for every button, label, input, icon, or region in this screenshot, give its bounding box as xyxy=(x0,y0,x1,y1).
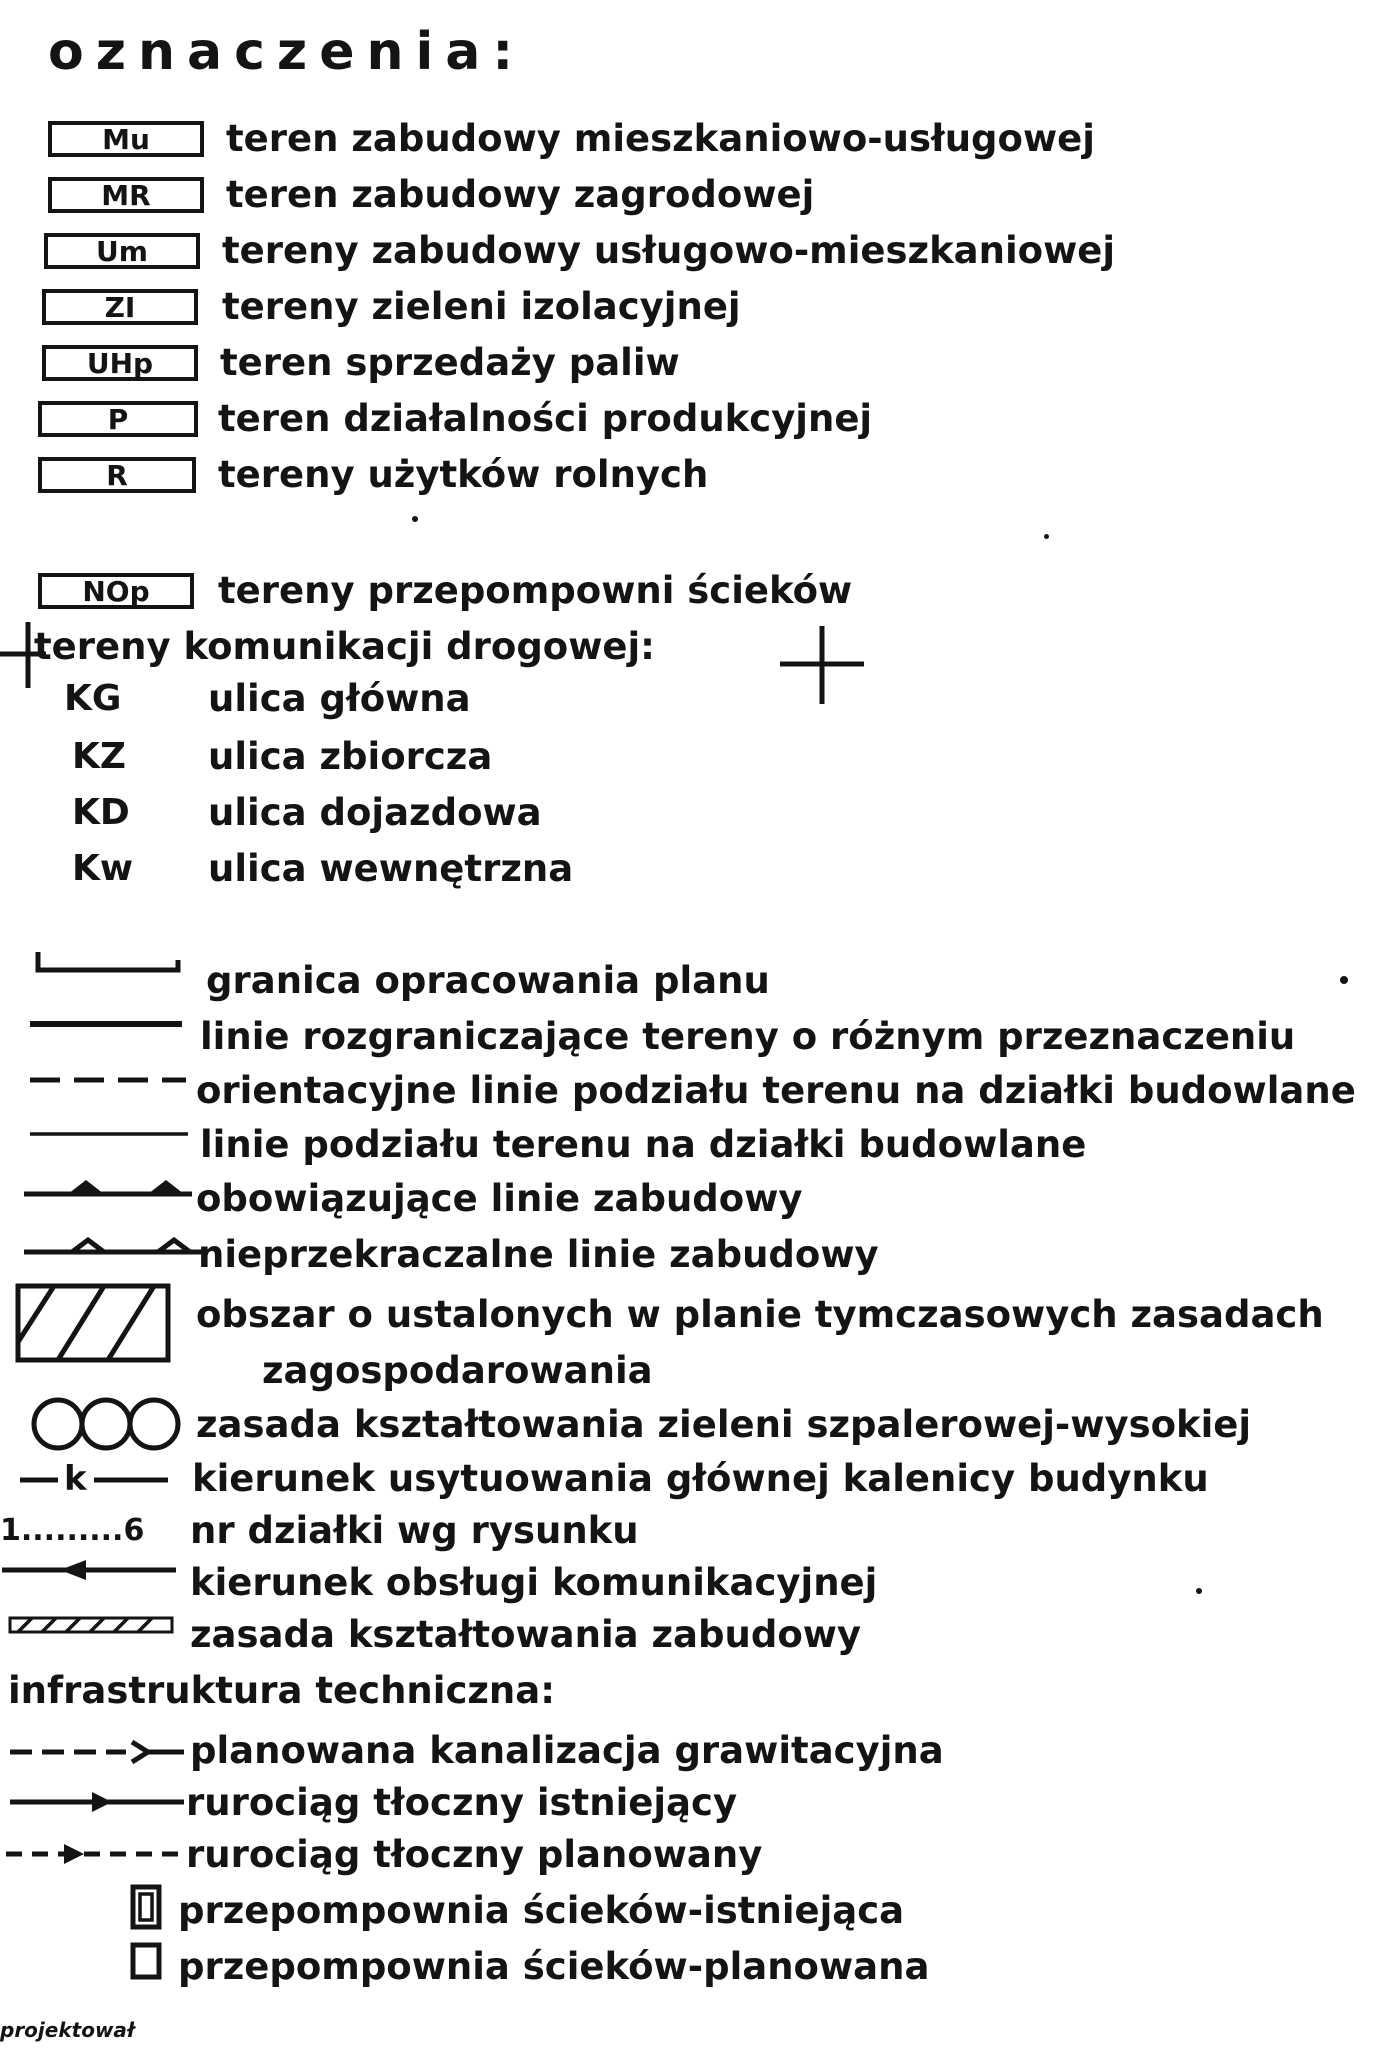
access-direction-label: kierunek obsługi komunikacyjnej xyxy=(190,1561,878,1604)
road-code: KG xyxy=(64,678,122,719)
road-row-kg xyxy=(0,676,1385,722)
existing-pressure-pipe-icon xyxy=(8,1790,188,1816)
zone-code-box: P xyxy=(38,401,198,437)
zone-label: tereny zieleni izolacyjnej xyxy=(222,285,741,328)
legend-row-mu xyxy=(0,116,1385,162)
planned-pump-station-icon xyxy=(130,1942,164,1982)
ridge-code: k xyxy=(64,1459,87,1499)
road-code: Kw xyxy=(72,848,134,889)
planned-pressure-pipe-label: rurociąg tłoczny planowany xyxy=(186,1833,763,1876)
legend-row-zi xyxy=(0,284,1385,330)
road-row-kz xyxy=(0,734,1385,780)
infrastructure-header: infrastruktura techniczna: xyxy=(8,1669,556,1712)
road-row-kd xyxy=(0,790,1385,836)
scan-speck xyxy=(1196,1588,1202,1594)
mandatory-building-lines-label: obowiązujące linie zabudowy xyxy=(196,1177,803,1220)
zone-code-box: MR xyxy=(48,177,204,213)
zone-label: teren działalności produkcyjnej xyxy=(218,397,873,440)
zone-label: teren zabudowy mieszkaniowo-usługowej xyxy=(226,117,1095,160)
zone-code-box: ZI xyxy=(42,289,198,325)
tree-row-label: zasada kształtowania zieleni szpalerowej-wysokiej xyxy=(196,1403,1252,1446)
legend-row-mr xyxy=(0,172,1385,218)
zone-label: tereny użytków rolnych xyxy=(218,453,709,496)
plot-line-symbol xyxy=(28,1126,188,1146)
temporary-area-label-1: obszar o ustalonych w planie tymczasowych zasadach xyxy=(196,1293,1324,1336)
dividing-line-symbol xyxy=(28,1016,188,1036)
ridge-line-left xyxy=(18,1470,58,1490)
zone-code-box: Um xyxy=(44,233,200,269)
existing-pump-station-icon xyxy=(130,1884,164,1932)
legend-row-nop xyxy=(0,568,1385,614)
mandatory-building-line-symbol xyxy=(24,1172,194,1202)
scan-speck xyxy=(1044,534,1049,539)
building-rule-label: zasada kształtowania zabudowy xyxy=(190,1613,862,1656)
plan-boundary-label: granica opracowania planu xyxy=(206,959,770,1002)
temporary-area-label-2: zagospodarowania xyxy=(262,1349,653,1392)
legend-title: oznaczenia: xyxy=(48,22,526,82)
dividing-lines-label: linie rozgraniczające tereny o różnym przeznaczeniu xyxy=(200,1015,1296,1058)
ridge-direction-label: kierunek usytuowania głównej kalenicy budynku xyxy=(192,1457,1209,1500)
scan-speck xyxy=(412,516,418,522)
zone-label: tereny przepompowni ścieków xyxy=(218,569,853,612)
zone-code-box: UHp xyxy=(42,345,198,381)
footer-word: projektował xyxy=(0,2018,135,2042)
legend-row-p xyxy=(0,396,1385,442)
existing-pressure-pipe-label: rurociąg tłoczny istniejący xyxy=(186,1781,738,1824)
road-label: ulica dojazdowa xyxy=(208,791,542,834)
road-label: ulica główna xyxy=(208,677,471,720)
ridge-line-right xyxy=(92,1470,172,1490)
road-label: ulica zbiorcza xyxy=(208,735,493,778)
road-label: ulica wewnętrzna xyxy=(208,847,574,890)
nonexceedable-building-lines-label: nieprzekraczalne linie zabudowy xyxy=(198,1233,879,1276)
plot-number-range: 1.........6 xyxy=(0,1513,145,1548)
zone-code-box: R xyxy=(38,457,196,493)
zone-label: tereny zabudowy usługowo-mieszkaniowej xyxy=(222,229,1116,272)
hatched-area-symbol xyxy=(14,1282,174,1364)
existing-pump-station-label: przepompownia ścieków-istniejąca xyxy=(178,1889,905,1932)
plot-lines-label: linie podziału terenu na działki budowlane xyxy=(200,1123,1087,1166)
plot-number-label: nr działki wg rysunku xyxy=(190,1509,639,1552)
road-row-kw xyxy=(0,846,1385,892)
dashed-line-symbol xyxy=(28,1072,188,1092)
zone-code-box: NOp xyxy=(38,573,194,609)
road-code: KZ xyxy=(72,736,126,777)
legend-row-uhp xyxy=(0,340,1385,386)
roads-header: tereny komunikacji drogowej: xyxy=(34,625,655,668)
tree-row-icon xyxy=(28,1396,188,1452)
orientation-plot-lines-label: orientacyjne linie podziału terenu na działki budowlane xyxy=(196,1069,1356,1112)
access-direction-icon xyxy=(0,1556,180,1586)
road-code: KD xyxy=(72,792,130,833)
planned-pump-station-label: przepompownia ścieków-planowana xyxy=(178,1945,930,1988)
nonexceedable-building-line-symbol xyxy=(24,1230,214,1260)
plan-boundary-symbol xyxy=(34,948,184,978)
legend-row-r xyxy=(0,452,1385,498)
zone-label: teren sprzedaży paliw xyxy=(220,341,680,384)
gravity-sewer-label: planowana kanalizacja grawitacyjna xyxy=(190,1729,944,1772)
legend-row-um xyxy=(0,228,1385,274)
gravity-sewer-arrow-icon xyxy=(8,1740,188,1766)
zone-label: teren zabudowy zagrodowej xyxy=(226,173,815,216)
zone-code-box: Mu xyxy=(48,121,204,157)
building-rule-symbol xyxy=(8,1610,178,1640)
planned-pressure-pipe-icon xyxy=(4,1842,184,1868)
scan-speck xyxy=(1340,976,1348,984)
